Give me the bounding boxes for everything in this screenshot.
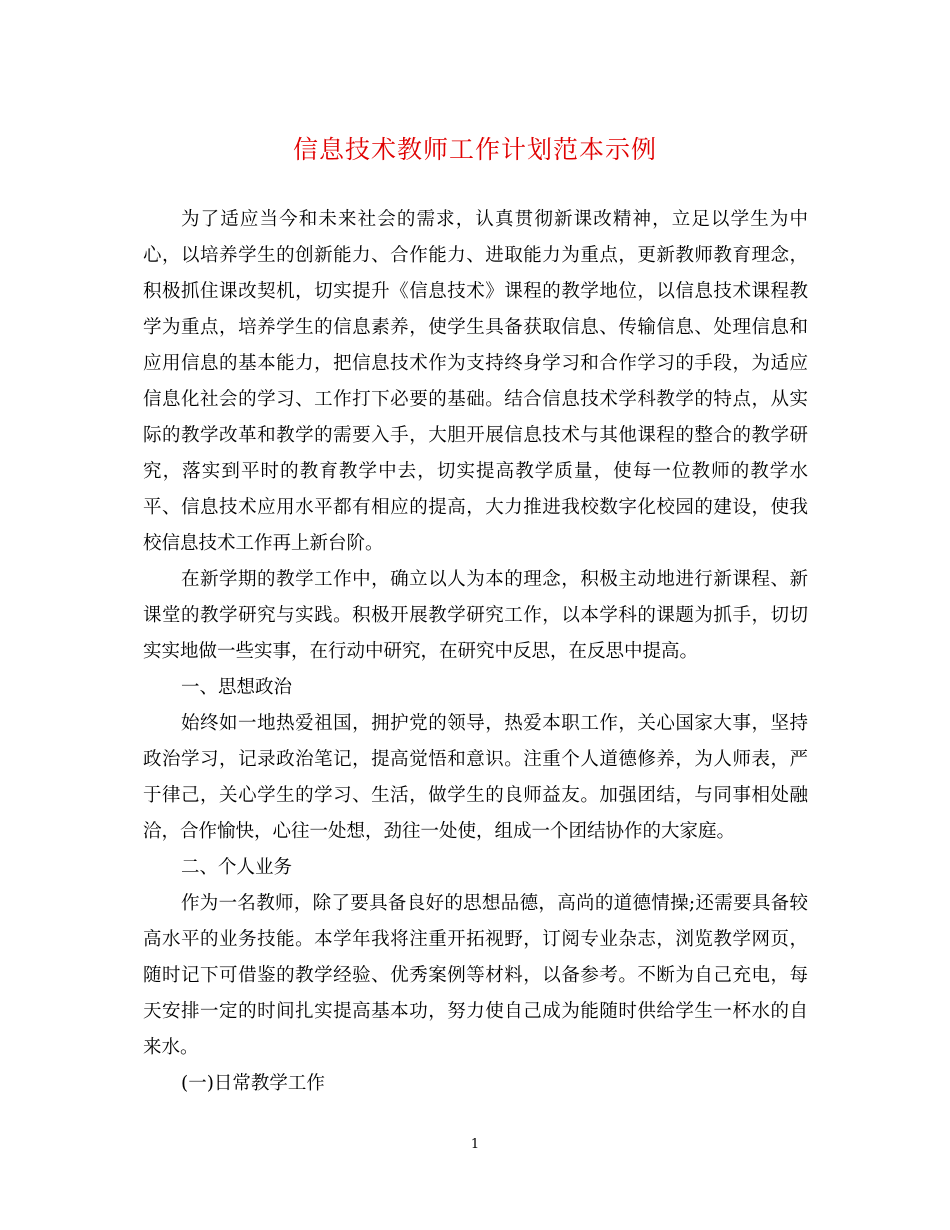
page-number: 1 (470, 1137, 480, 1152)
text-line: 洽，合作愉快，心往一处想，劲往一处使，组成一个团结协作的大家庭。 (143, 821, 736, 842)
text-line: 积极抓住课改契机，切实提升《信息技术》课程的教学地位，以信息技术课程教 (143, 281, 808, 302)
document-title: 信息技术教师工作计划范本示例 (292, 135, 657, 164)
text-line: 应用信息的基本能力，把信息技术作为支持终身学习和合作学习的手段，为适应 (143, 353, 808, 374)
text-line: 随时记下可借鉴的教学经验、优秀案例等材料，以备参考。不断为自己充电，每 (143, 965, 808, 986)
text-line: 心，以培养学生的创新能力、合作能力、进取能力为重点，更新教师教育理念， (143, 245, 808, 266)
text-line: 实实地做一些实事，在行动中研究，在研究中反思，在反思中提高。 (143, 641, 699, 662)
text-line: 高水平的业务技能。本学年我将注重开拓视野，订阅专业杂志，浏览教学网页， (143, 929, 808, 950)
text-line: 一、思想政治 (181, 677, 293, 698)
document-body (143, 202, 808, 1102)
text-line: 学为重点，培养学生的信息素养，使学生具备获取信息、传输信息、处理信息和 (143, 317, 808, 338)
text-line: 为了适应当今和未来社会的需求，认真贯彻新课改精神，立足以学生为中 (181, 209, 808, 230)
text-line: 课堂的教学研究与实践。积极开展教学研究工作，以本学科的课题为抓手，切切 (143, 605, 808, 626)
text-line: 校信息技术工作再上新台阶。 (143, 533, 384, 554)
text-line: 天安排一定的时间扎实提高基本功，努力使自己成为能随时供给学生一杯水的自 (143, 1001, 808, 1022)
text-line: 际的教学改革和教学的需要入手，大胆开展信息技术与其他课程的整合的教学研 (143, 425, 808, 446)
text-line: 信息化社会的学习、工作打下必要的基础。结合信息技术学科教学的特点，从实 (143, 389, 808, 410)
text-line: 究，落实到平时的教育教学中去，切实提高教学质量，使每一位教师的教学水 (143, 461, 808, 482)
text-line: 于律己，关心学生的学习、生活，做学生的良师益友。加强团结，与同事相处融 (143, 785, 808, 806)
text-line: 二、个人业务 (181, 857, 293, 878)
text-line: 平、信息技术应用水平都有相应的提高，大力推进我校数字化校园的建设，使我 (143, 497, 808, 518)
text-line: 来水。 (143, 1037, 199, 1058)
text-line: 政治学习，记录政治笔记，提高觉悟和意识。注重个人道德修养，为人师表，严 (143, 749, 808, 770)
text-line: (一)日常教学工作 (181, 1073, 325, 1094)
text-line: 在新学期的教学工作中，确立以人为本的理念，积极主动地进行新课程、新 (181, 569, 808, 590)
text-line: 作为一名教师，除了要具备良好的思想品德，高尚的道德情操;还需要具备较 (181, 893, 808, 914)
text-line: 始终如一地热爱祖国，拥护党的领导，热爱本职工作，关心国家大事，坚持 (181, 713, 808, 734)
